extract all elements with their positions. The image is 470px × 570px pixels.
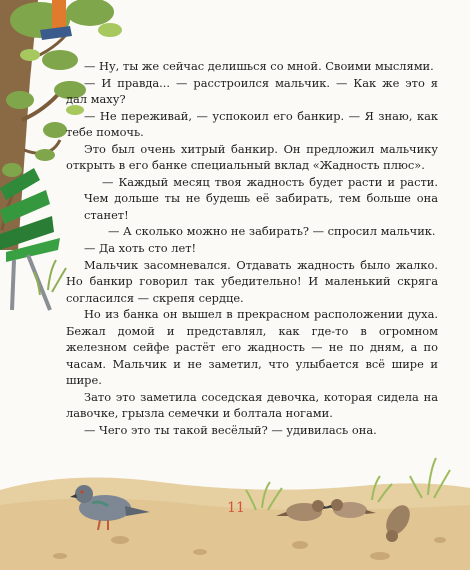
paragraph-10: Зато это заметила соседская девочка, которая сидела на лавочке, грызла семечки и болтала ногами. xyxy=(66,389,438,421)
paragraph-7: — Да хоть сто лет! xyxy=(84,241,197,256)
paragraph-6: — А сколько можно не забирать? — спросил мальчик. xyxy=(108,224,436,239)
paragraph-11: — Чего это ты такой весёлый? — удивилась она. xyxy=(84,423,377,438)
paragraph-9: Но из банка он вышел в прекрасном расположении духа. Бежал домой и представлял, как где-то в огромном железном сейфе растёт его жадность — не по дням, а по часам. Мальчик и не заметил, что улыбается всё шире и шире. xyxy=(66,307,438,388)
paragraph-5: — Каждый месяц твоя жадность будет расти и расти. Чем дольше ты не будешь её забирать, тем больше она станет! xyxy=(84,174,438,222)
paragraph-4: Это был очень хитрый банкир. Он предложил мальчику открыть в его банке специальный вклад «Жадность плюс». xyxy=(66,141,438,173)
paragraph-2: — И правда... — расстроился мальчик. — Как же это я дал маху? xyxy=(66,75,438,107)
paragraph-1: — Ну, ты же сейчас делишься со мной. Своими мыслями. xyxy=(84,59,434,73)
story-text xyxy=(66,58,438,439)
page-number: 11 xyxy=(227,500,245,516)
paragraph-8: Мальчик засомневался. Отдавать жадность было жалко. Но банкир говорил так убедительно! И маленький скряга согласился — скрепя сердце. xyxy=(66,257,438,305)
paragraph-3: — Не переживай, — успокоил его банкир. — Я знаю, как тебе помочь. xyxy=(66,108,438,140)
green-bench xyxy=(0,168,60,310)
